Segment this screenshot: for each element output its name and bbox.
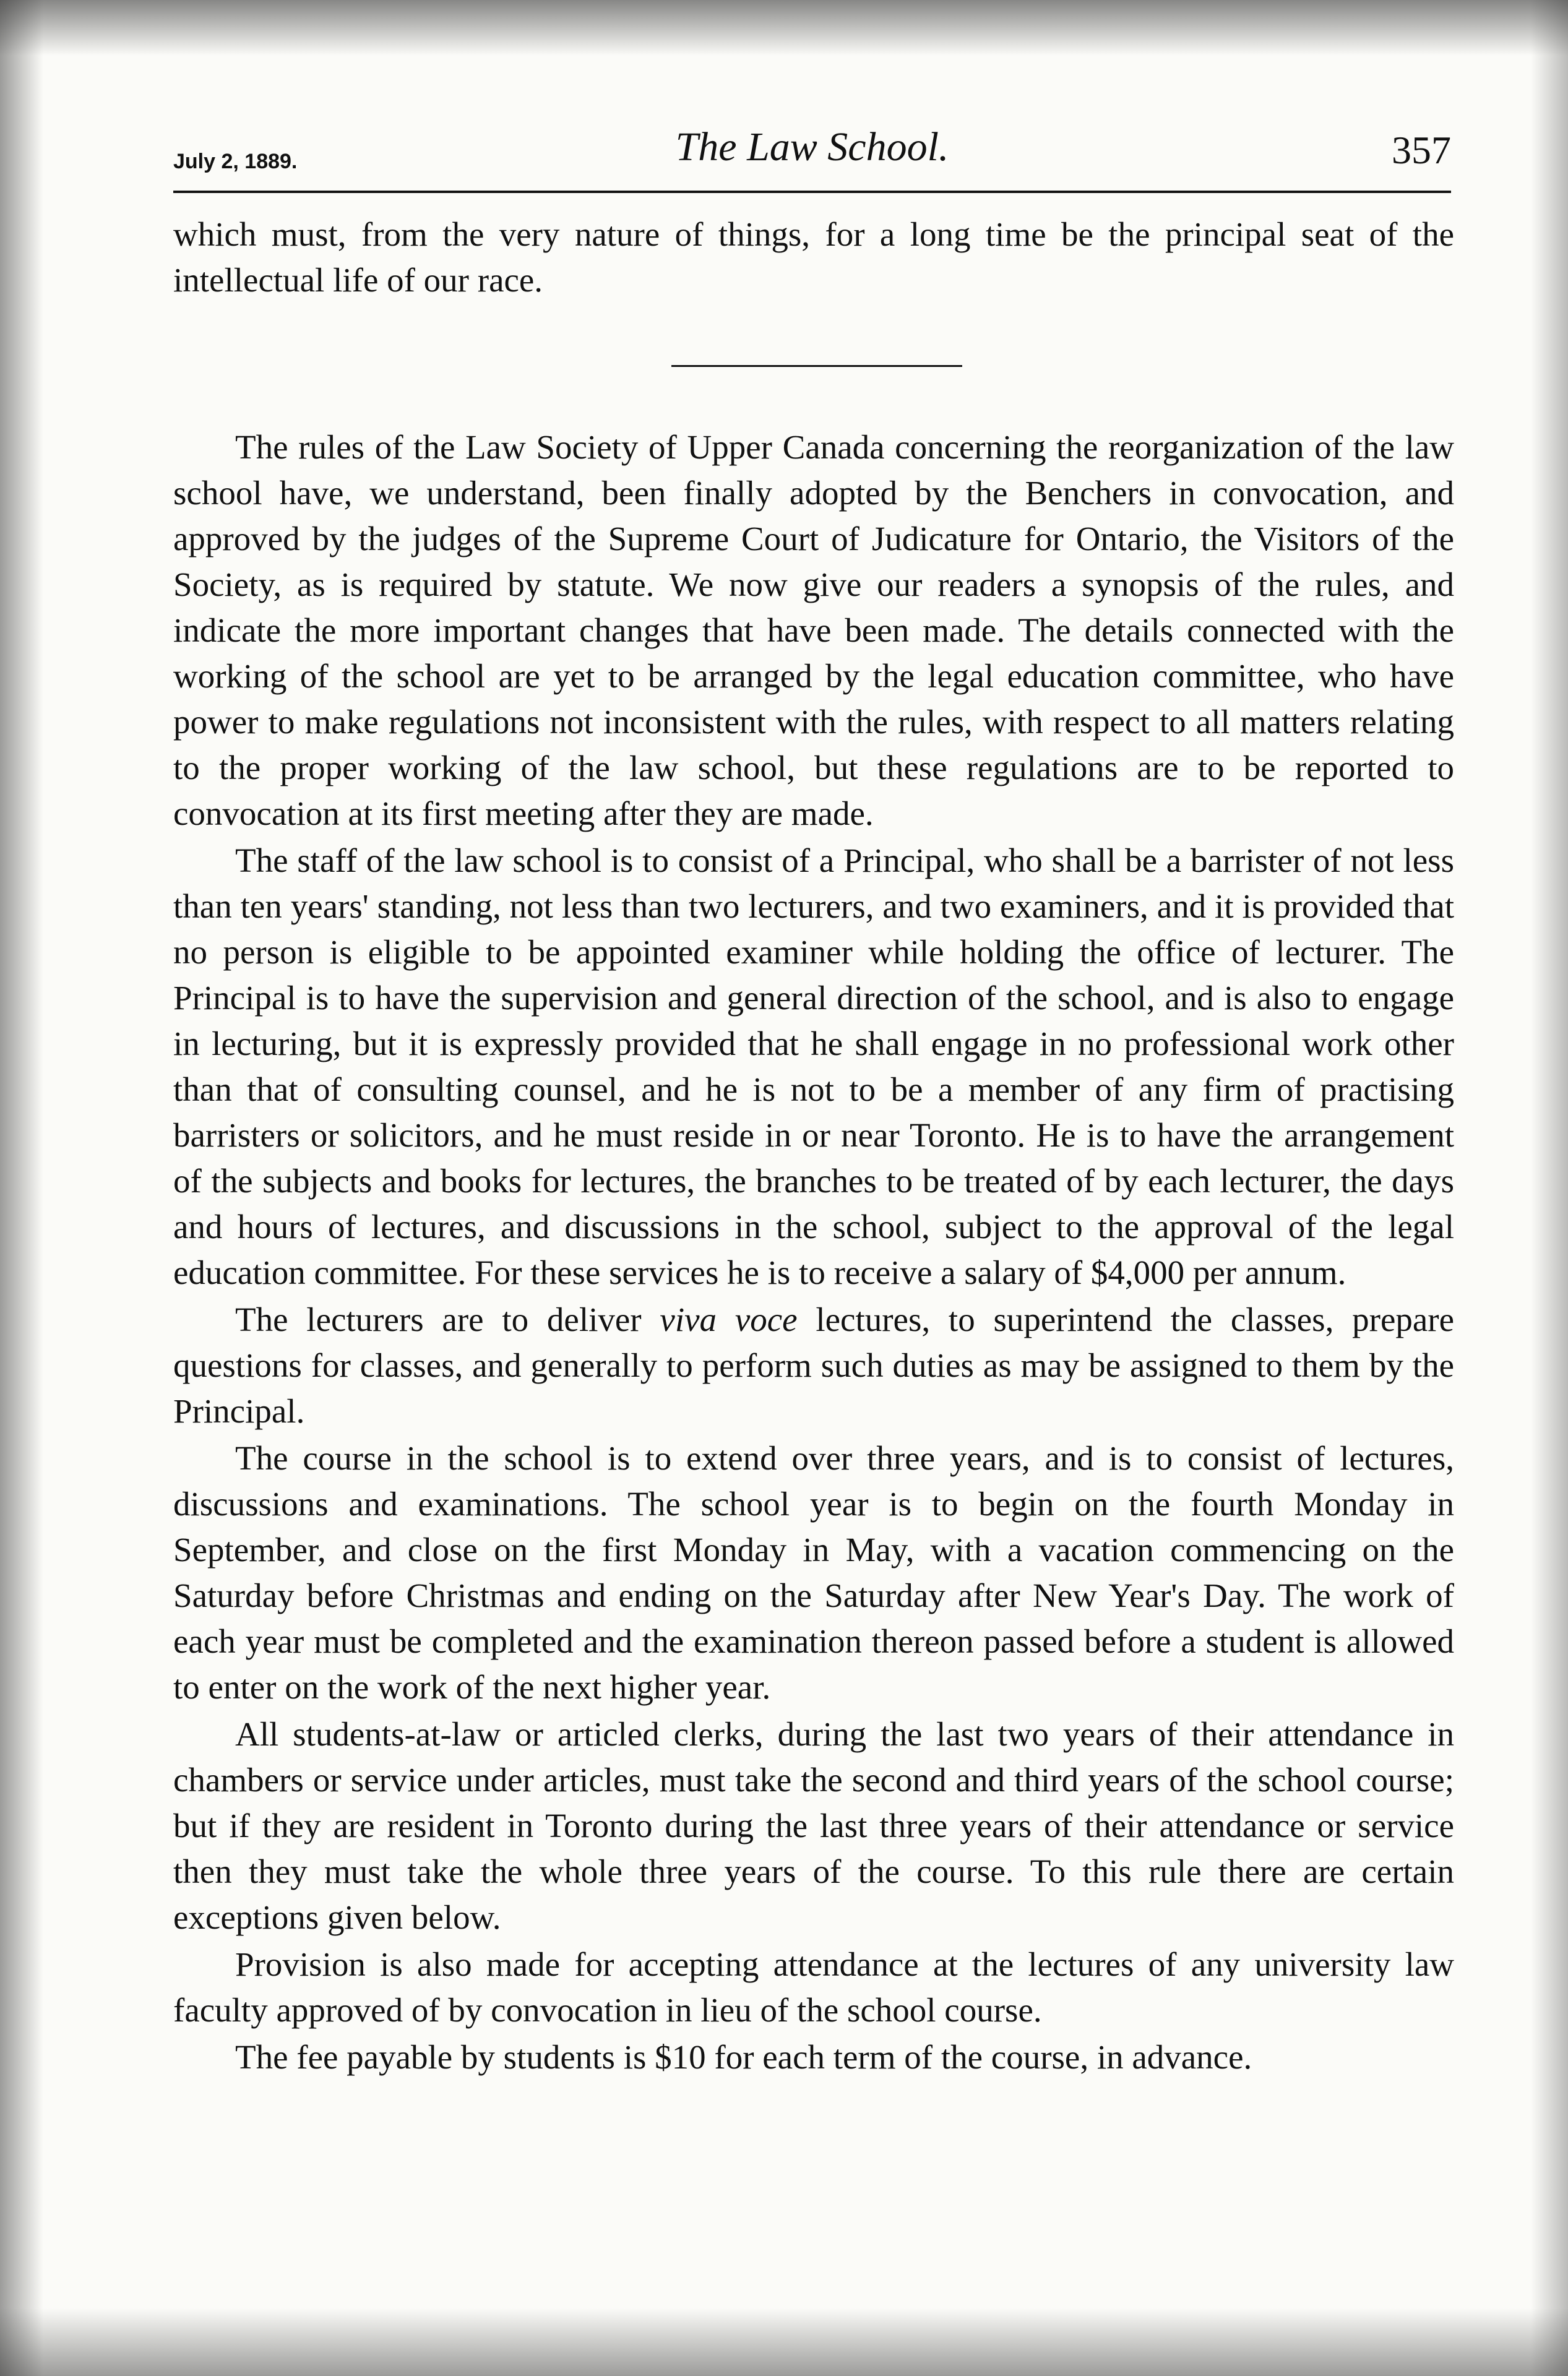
running-header	[173, 124, 1451, 192]
scan-edge-bottom	[0, 2308, 1568, 2376]
lecturers-text-after: lectures, to superintend the classes, prepare questions for classes, and generally to perform such duties as may be assigned to them by the Principal.	[173, 1301, 1454, 1430]
paragraph-course: The course in the school is to extend over three years, and is to consist of lectures, discussions and examinations. The school year is to begin on the fourth Monday in September, and close on the first Monday in May, with a vacation commencing on the Saturday before Christmas and ending on the Saturday after New Year's Day. The work of each year must be completed and the examination thereon passed before a student is allowed to enter on the work of the next higher year.	[173, 1439, 1454, 1706]
article-body	[173, 424, 1454, 2081]
scan-edge-right	[1531, 0, 1568, 2376]
paragraph-staff: The staff of the law school is to consist of a Principal, who shall be a barrister of not less than ten years' standing, not less than two lecturers, and two examiners, and it is provided that no person is eligible to be appointed examiner while holding the office of lecturer. The Principal is to have the supervision and general direction of the school, and is also to engage in lecturing, but it is expressly provided that he shall engage in no professional work other than that of consulting counsel, and he is not to be a member of any firm of practising barristers or solicitors, and he must reside in or near Toronto. He is to have the arrangement of the subjects and books for lectures, the branches to be treated of by each lecturer, the days and hours of lectures, and discussions in the school, subject to the approval of the legal education committee. For these services he is to receive a salary of $4,000 per annum.	[173, 842, 1454, 1291]
scan-edge-left	[0, 0, 43, 2376]
paragraph-university-provision: Provision is also made for accepting attendance at the lectures of any university law faculty approved of by convocation in lieu of the school course.	[173, 1945, 1454, 2029]
section-divider	[671, 365, 962, 367]
lecturers-text-before: The lecturers are to deliver	[235, 1301, 660, 1338]
lead-paragraph: which must, from the very nature of things, for a long time be the principal seat of the intellectual life of our race.	[173, 215, 1454, 299]
paragraph-lecturers	[173, 1297, 1454, 1434]
paragraph-rules-reorganization: The rules of the Law Society of Upper Canada concerning the reorganization of the law school have, we understand, been finally adopted by the Benchers in convocation, and approved by the judges of the Supreme Court of Judicature for Ontario, the Visitors of the Society, as is required by statute. We now give our readers a synopsis of the rules, and indicate the more important changes that have been made. The details connected with the working of the school are yet to be arranged by the legal education committee, who have power to make regulations not inconsistent with the rules, with respect to all matters relating to the proper working of the law school, but these regulations are to be reported to convocation at its first meeting after they are made.	[173, 428, 1454, 832]
scan-edge-top	[0, 0, 1568, 56]
paragraph-students: All students-at-law or articled clerks, during the last two years of their attendance in chambers or service under articles, must take the second and third years of the school course; but if they are resident in Toronto during the last three years of their attendance or service then they must take the whole three years of the course. To this rule there are certain exceptions given below.	[173, 1715, 1454, 1936]
header-rule	[173, 191, 1451, 193]
journal-title: The Law School.	[675, 124, 949, 170]
paragraph-fee: The fee payable by students is $10 for each term of the course, in advance.	[235, 2038, 1252, 2076]
page-number: 357	[1392, 128, 1451, 172]
issue-date: July 2, 1889.	[173, 150, 298, 173]
lecturers-emphasis: viva voce	[660, 1301, 798, 1338]
